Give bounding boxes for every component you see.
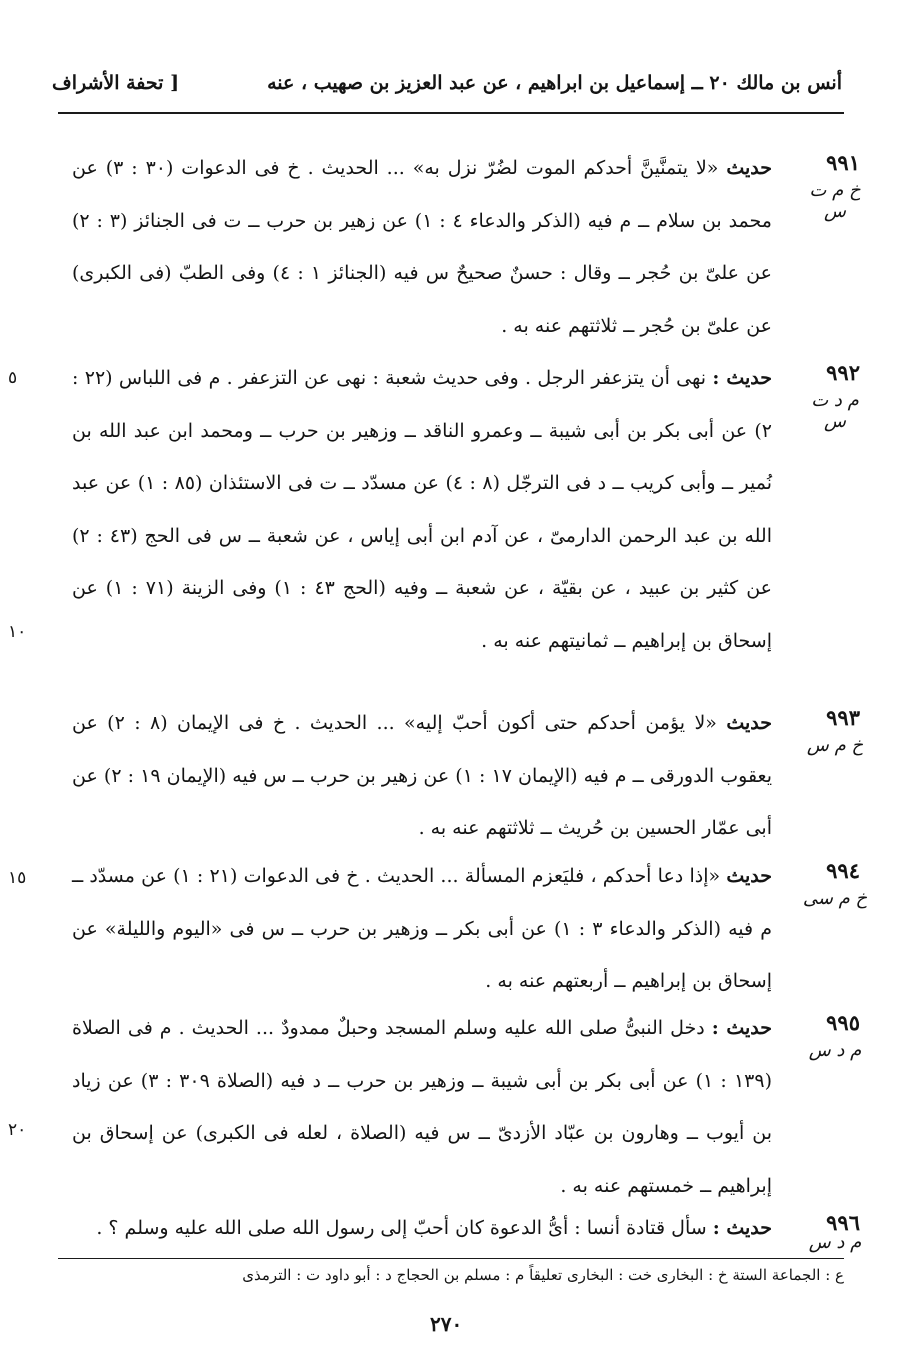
page-number: ٢٧٠ [430, 1312, 463, 1336]
entry-sigla: خ م ت س [809, 180, 861, 222]
margin-line-number: ١٥ [8, 868, 27, 888]
entry-number: ٩٩٣ [826, 705, 860, 730]
hadith-entry [40, 1010, 870, 1210]
entry-lead: حديث [726, 712, 772, 734]
entry-lead: حديث [726, 157, 772, 179]
entry-sigla: م د س [808, 1040, 862, 1061]
entry-number: ٩٩٤ [826, 858, 860, 883]
hadith-entry [40, 150, 870, 360]
header-rule [58, 112, 844, 114]
entry-sigla: م د س [808, 1232, 862, 1253]
hadith-entry [40, 1210, 870, 1255]
entry-text [72, 1202, 772, 1255]
entry-sigla: م د ت س [811, 390, 859, 432]
entry-body: «لا يؤمن أحدكم حتى أكون أحبّ إليه» ... الحديث . خ فى الإيمان (٨ : ٢) عن يعقوب الدورقى ــ م فيه (الإيمان ١٧ : ١) عن زهير بن حرب ــ س فيه (الإيمان ١٩ : ٢) عن أبى عمّار الحسين بن حُريث ــ ثلاثتهم عنه به . [72, 712, 773, 840]
entry-body: نهى أن يتزعفر الرجل . وفى حديث شعبة : نهى عن التزعفر . م فى اللباس (٢٢ : ٢) عن أبى بكر بن أبى شيبة ــ وعمرو الناقد ــ وزهير بن حرب ــ ومحمد ابن عبد الله بن نُمير ــ وأبى كريب ــ د فى الترجّل (٨ : ٤) عن مسدّد ــ ت فى الاستئذان (٨٥ : ١) عن عبد الله بن عبد الرحمن الدارمىّ ، عن آدم ابن أبى إياس ، عن شعبة ــ س فى الحج (٤٣ : ٢) عن كثير بن عبيد ، عن بقيّة ، عن شعبة ــ وفيه (الحج ٤٣ : ١) وفى الزينة (٧١ : ١) عن إسحاق بن إبراهيم ــ ثمانيتهم عنه به . [72, 367, 773, 652]
entry-body: «إذا دعا أحدكم ، فليَعزم المسألة ... الحديث . خ فى الدعوات (٢١ : ١) عن مسدّد ــ م فيه (الذكر والدعاء ٣ : ١) عن أبى بكر ــ وزهير بن حرب ــ س فى «اليوم والليلة» عن إسحاق بن إبراهيم ــ أربعتهم عنه به . [72, 865, 772, 993]
entry-lead: حديث : [712, 1217, 772, 1239]
entry-lead: حديث : [712, 367, 773, 389]
entry-text [72, 352, 772, 668]
footer-rule [58, 1258, 844, 1259]
running-title: أنس بن مالك ٢٠ ــ إسماعيل بن ابراهيم ، عن عبد العزيز بن صهيب ، عنه [267, 72, 842, 94]
entry-text [72, 850, 772, 1008]
entry-body: «لا يتمنَّينَّ أحدكم الموت لضُرّ نزل به» ... الحديث . خ فى الدعوات (٣٠ : ٣) عن محمد بن سلام ــ م فيه (الذكر والدعاء ٤ : ١) عن زهير بن حرب ــ ت فى الجنائز (٣ : ٢) عن علىّ بن حُجر ــ وقال : حسنٌ صحيحٌ س فيه (الجنائز ١ : ٤) وفى الطبّ (فى الكبرى) عن علىّ بن حُجر ــ ثلاثتهم عنه به . [72, 157, 772, 337]
entry-lead: حديث : [711, 1017, 772, 1039]
margin-line-number: ٢٠ [8, 1120, 27, 1140]
entry-body: دخل النبىُّ صلى الله عليه وسلم المسجد وحبلٌ ممدودٌ ... الحديث . م فى الصلاة (١٣٩ : ١) عن أبى بكر بن أبى شيبة ــ وزهير بن حرب ــ د فيه (الصلاة ٣٠٩ : ٣) عن زياد بن أيوب ــ وهارون بن عبّاد الأزدىّ ــ س فيه (الصلاة ، لعله فى الكبرى) عن إسحاق بن إبراهيم ــ خمستهم عنه به . [72, 1017, 773, 1197]
hadith-entry [40, 360, 870, 705]
entry-text [72, 1002, 772, 1212]
sigla-legend: ع : الجماعة الستة خ : البخارى خت : البخارى تعليقاً م : مسلم بن الحجاج د : أبو داود ت : الترمذى [242, 1266, 844, 1284]
book-title: [ تحفة الأشراف [52, 72, 180, 94]
margin-line-number: ١٠ [8, 622, 27, 642]
entry-sigla: خ م سى [802, 888, 868, 909]
margin-line-number: ٥ [8, 368, 18, 388]
hadith-entry [40, 705, 870, 855]
page-header [52, 60, 842, 106]
entry-lead: حديث [726, 865, 772, 887]
entry-text [72, 142, 772, 352]
entry-number: ٩٩٦ [826, 1210, 860, 1235]
entry-sigla: خ م س [806, 735, 864, 756]
entry-number: ٩٩٥ [826, 1010, 860, 1035]
entry-number: ٩٩٢ [826, 360, 860, 385]
hadith-entry [40, 858, 870, 1008]
entry-text [72, 697, 772, 855]
entry-number: ٩٩١ [826, 150, 860, 175]
entry-body: سأل قتادة أنسا : أىُّ الدعوة كان أحبّ إلى رسول الله صلى الله عليه وسلم ؟ . [96, 1217, 707, 1239]
